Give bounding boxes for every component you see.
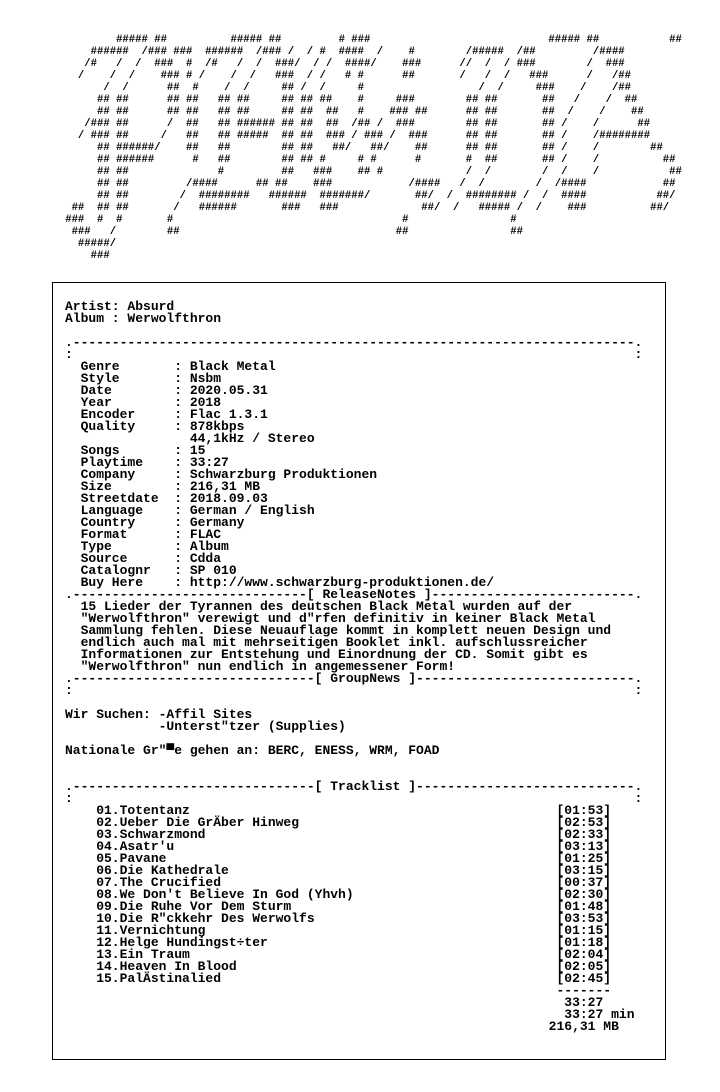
track-row: 03.Schwarzmond [02:33] [65,827,612,842]
info-row: Language : German / English [65,503,315,518]
track-row: 13.Ein Traum [02:04] [65,947,612,962]
track-row: 06.Die Kathedrale [03:15] [65,863,612,878]
track-row: 09.Die Ruhe Vor Dem Sturm [01:48] [65,899,612,914]
info-row: Source : Cdda [65,551,222,566]
groupnews-header: .-------------------------------[ GroupNews ]----------------------------. [65,671,643,686]
info-row: Songs : 15 [65,443,206,458]
releasenotes-line: 15 Lieder der Tyrannen des deutschen Black Metal wurden auf der [65,599,573,614]
artist-line: Artist: Absurd [65,299,175,314]
groupnews-line: -Unterst"tzer (Supplies) [65,719,346,734]
section-border: : : [65,683,643,698]
groupnews-line: Wir Suchen: -Affil Sites [65,707,253,722]
total-time-min: 33:27 min [65,1007,635,1022]
info-row: Catalognr : SP 010 [65,563,237,578]
total-size: 216,31 MB [65,1019,619,1034]
track-row: 07.The Crucified [00:37] [65,875,612,890]
info-row: Type : Album [65,539,229,554]
info-row: Buy Here : http://www.schwarzburg-produktionen.de/ [65,575,495,590]
info-row: Playtime : 33:27 [65,455,229,470]
track-row: 02.Ueber Die GrÄber Hinweg [02:53] [65,815,612,830]
releasenotes-header: .------------------------------[ ReleaseNotes ]--------------------------. [65,587,643,602]
section-border: : : [65,791,643,806]
track-row: 04.Asatr'u [03:13] [65,839,612,854]
track-row: 14.Heaven In Blood [02:05] [65,959,612,974]
info-row: Company : Schwarzburg Produktionen [65,467,378,482]
releasenotes-line: "Werwolfthron" verewigt und d"rfen definitiv in keiner Black Metal [65,611,596,626]
track-row: 12.Helge Hundingst÷ter [01:18] [65,935,612,950]
nfo-text [65,301,642,1033]
track-row: 08.We Don't Believe In God (Yhvh) [02:30] [65,887,612,902]
section-border: : : [65,347,643,362]
releasenotes-line: endlich auch mal mit mehrseitigen Booklet inkl. aufschlussreicher [65,635,588,650]
tracklist-separator: ------- [65,983,612,998]
info-row: 44,1kHz / Stereo [65,431,315,446]
info-row: Format : FLAC [65,527,222,542]
track-row: 01.Totentanz [01:53] [65,803,612,818]
info-row: Size : 216,31 MB [65,479,261,494]
releasenotes-line: Sammlung fehlen. Diese Neuauflage kommt in komplett neuen Design und [65,623,612,638]
info-row: Country : Germany [65,515,245,530]
info-row: Genre : Black Metal [65,359,276,374]
info-row: Quality : 878kbps [65,419,245,434]
track-row: 11.Vernichtung [01:15] [65,923,612,938]
track-row: 15.PalÄstinalied [02:45] [65,971,612,986]
info-row: Streetdate : 2018.09.03 [65,491,268,506]
ascii-logo: ##### ## ##### ## # ### ##### ## ## ###### /### ### ###### /### / / # #### / # /##### /## /#### /# / / ### # /# / / ###/ / / ####/ ### // / / ### / ### / / / ### # / / / ### / / # # ## / / / ### / /## / / ## # / / ## / / # / / ### / /## ## ## ## ## ## ## ## ## ## # ### ## ## ## / / ## ## ## ## ## ## ## ## ## ## # ### ## ## ## ## / / ## /### ## / ## ## ###### ## ## ## /## / ### ## ## ## / / ## / ### ## / ## ## ##### ## ## ### / ### / ### ## ## ## / /######## ## ######/ ## ## ## ## ##/ ##/ ## ## ## ## / / ## ## ###### # ## ## ## # # # # # ## ## / / ## ## ## # ## ### ## # / / / / / ## ## ## /#### ## ## ### /#### / / / /#### ## ## ## / ######## ###### #######/ ##/ / ######## / / #### ##/ ## ## ## / ###### ### ### ##/ / ##### / / ### ##/ ### # # # # # ### / ## ## ## #####/ ### [65,34,682,262]
info-row: Date : 2020.05.31 [65,383,268,398]
releasenotes-line: "Werwolfthron" nun endlich in angemessener Form! [65,659,456,674]
groupnews-line: Nationale Gr"▀e gehen an: BERC, ENESS, WRM, FOAD [65,743,440,758]
info-row: Style : Nsbm [65,371,222,386]
info-row: Encoder : Flac 1.3.1 [65,407,268,422]
album-line: Album : Werwolfthron [65,311,222,326]
info-row: Year : 2018 [65,395,222,410]
track-row: 10.Die R"ckkehr Des Werwolfs [03:53] [65,911,612,926]
section-border: .------------------------------------------------------------------------. [65,335,643,350]
releasenotes-line: Informationen zur Entstehung und Einordnung der CD. Somit gibt es [65,647,588,662]
total-time: 33:27 [65,995,604,1010]
tracklist-header: .-------------------------------[ Tracklist ]----------------------------. [65,779,643,794]
track-row: 05.Pavane [01:25] [65,851,612,866]
nfo-frame [52,282,666,1060]
